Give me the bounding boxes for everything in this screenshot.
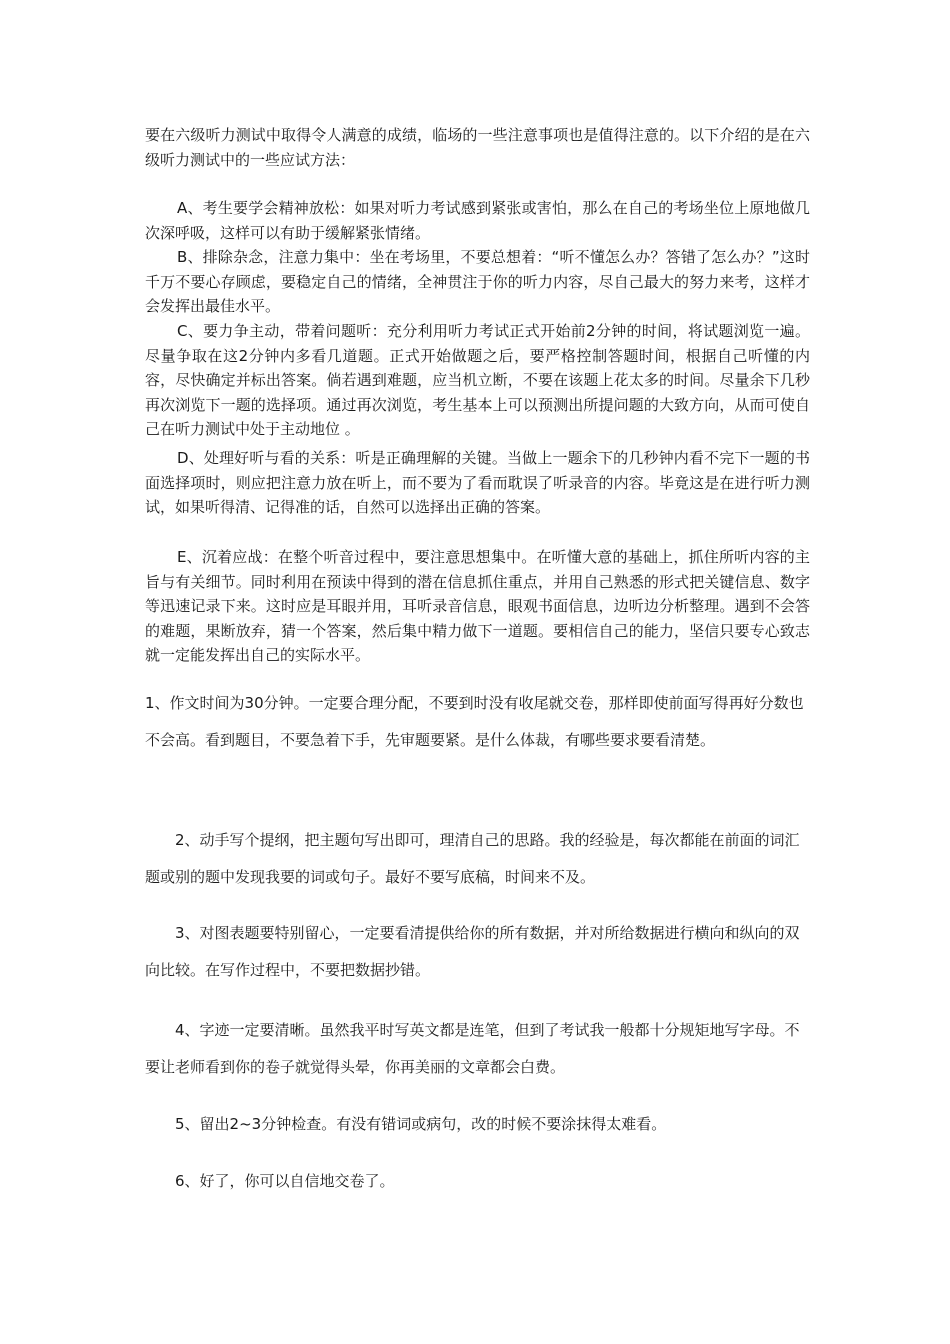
listening-tip-b: B、排除杂念，注意力集中：坐在考场里，不要总想着：“听不懂怎么办？答错了怎么办？”这时千万不要心存顾虑，要稳定自己的情绪，全神贯注于你的听力内容，尽自己最大的努力来考，这样才会发挥出最佳水平。 xyxy=(145,248,810,315)
listening-tip-e: E、沉着应战：在整个听音过程中，要注意思想集中。在听懂大意的基础上，抓住所听内容的主旨与有关细节。同时利用在预读中得到的潜在信息抓住重点，并用自己熟悉的形式把关键信息、数字等迅速记录下来。这时应是耳眼并用，耳听录音信息，眼观书面信息，边听边分析整理。遇到不会答的难题，果断放弃，猜一个答案，然后集中精力做下一道题。要相信自己的能力，坚信只要专心致志就一定能发挥出自己的实际水平。 xyxy=(145,548,810,664)
writing-tip-3: 3、对图表题要特别留心，一定要看清提供给你的所有数据，并对所给数据进行横向和纵向的双向比较。在写作过程中，不要把数据抄错。 xyxy=(145,924,800,979)
listening-tip-a: A、考生要学会精神放松：如果对听力考试感到紧张或害怕，那么在自己的考场坐位上原地做几次深呼吸，这样可以有助于缓解紧张情绪。 xyxy=(145,199,810,242)
listening-tip-d: D、处理好听与看的关系：听是正确理解的关键。当做上一题余下的几秒钟内看不完下一题的书面选择项时，则应把注意力放在听上，而不要为了看而耽误了听录音的内容。毕竟这是在进行听力测试，如果听得清、记得准的话，自然可以选择出正确的答案。 xyxy=(145,449,810,516)
writing-tip-4: 4、字迹一定要清晰。虽然我平时写英文都是连笔，但到了考试我一般都十分规矩地写字母。不要让老师看到你的卷子就觉得头晕，你再美丽的文章都会白费。 xyxy=(145,1021,800,1076)
writing-tip-2: 2、动手写个提纲，把主题句写出即可，理清自己的思路。我的经验是，每次都能在前面的词汇题或别的题中发现我要的词或句子。最好不要写底稿，时间来不及。 xyxy=(145,831,800,886)
writing-tip-6: 6、好了，你可以自信地交卷了。 xyxy=(175,1172,395,1190)
writing-tip-5: 5、留出2~3分钟检查。有没有错词或病句，改的时候不要涂抹得太难看。 xyxy=(175,1115,667,1133)
intro-paragraph: 要在六级听力测试中取得令人满意的成绩，临场的一些注意事项也是值得注意的。以下介绍的是在六级听力测试中的一些应试方法： xyxy=(145,126,810,169)
listening-tip-c: C、要力争主动，带着问题听：充分利用听力考试正式开始前2分钟的时间，将试题浏览一遍。尽量争取在这2分钟内多看几道题。正式开始做题之后，要严格控制答题时间，根据自己听懂的内容，尽快确定并标出答案。倘若遇到难题，应当机立断，不要在该题上花太多的时间。尽量余下几秒再次浏览下一题的选择项。通过再次浏览，考生基本上可以预测出所提问题的大致方向，从而可使自己在听力测试中处于主动地位 。 xyxy=(145,322,810,438)
writing-tip-1: 1、作文时间为30分钟。一定要合理分配，不要到时没有收尾就交卷，那样即使前面写得再好分数也不会高。看到题目，不要急着下手，先审题要紧。是什么体裁，有哪些要求要看清楚。 xyxy=(145,694,804,749)
